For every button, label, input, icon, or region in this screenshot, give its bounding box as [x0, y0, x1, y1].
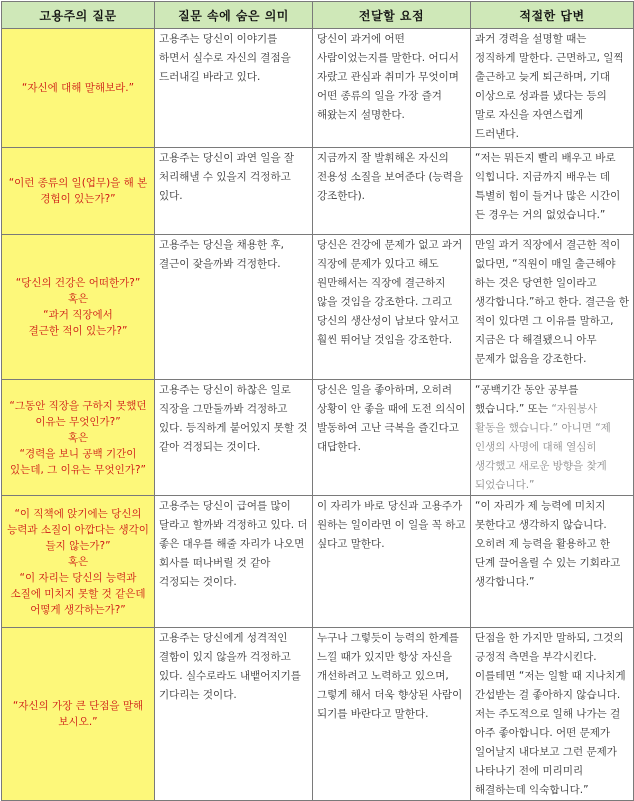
question-line: “그동안 직장을 구하지 못했던 이유는 무엇인가?”: [9, 399, 147, 428]
suitable-answer-cell: [471, 148, 634, 235]
question-line: “이 직책에 앉기에는 당신의 능력과 소질이 아깝다는 생각이 들지 않는가?”: [7, 507, 149, 552]
hidden-meaning-cell: 고용주는 당신을 채용한 후, 결근이 잦을까봐 걱정한다.: [155, 235, 313, 380]
table-row: [2, 235, 634, 380]
table-body: [2, 29, 634, 801]
header-point: 전달할 요점: [313, 2, 471, 29]
employer-question-cell: [2, 235, 155, 380]
question-line: 혹은: [67, 293, 89, 305]
question-line: 결근한 적이 있는가?”: [28, 325, 128, 337]
question-line: 혹은: [67, 431, 89, 444]
answer-text: “저는 뭐든지 빨리 배우고 바로 익힙니다. 지금까지 배우는 데 특별히 힘이 들거나 많은 시간이 든 경우는 거의 없었습니다.”: [475, 152, 621, 221]
answer-text: “공백기간 동안 공부를 했습니다.” 또는: [475, 384, 579, 415]
key-point-cell: 당신은 건강에 문제가 없고 과거 직장에 문제가 있다고 해도 원만해서는 직장에 결근하지 않을 것임을 강조한다. 그리고 당신의 생산성이 남보다 앞서고 훨씬 뛰어날 것임을 강조한다.: [313, 235, 471, 380]
table-row: [2, 628, 634, 801]
question-line: “자신의 가장 큰 단점을 말해 보시오.”: [12, 700, 144, 728]
suitable-answer-cell: [471, 235, 634, 380]
answer-text: “자원봉사 활동을 했습니다.” 아니면 “제 인생의 사명에 대해 열심히 생각했고 새로운 방향을 찾게 되었습니다.”: [475, 403, 611, 491]
employer-question-cell: [2, 148, 155, 235]
header-answer: 적절한 답변: [471, 2, 634, 29]
table-row: [2, 380, 634, 496]
table-row: [2, 496, 634, 628]
question-line: “당신의 건강은 어떠한가?”: [15, 277, 141, 289]
question-line: “이 자리는 당신의 능력과 소질에 미치지 못할 것 같은데 어떻게 생각하는가?”: [10, 571, 146, 616]
header-question: 고용주의 질문: [2, 2, 155, 29]
hidden-meaning-cell: 고용주는 당신이 하찮은 일로 직장을 그만둘까봐 걱정하고 있다. 등직하게 붙어있지 못할 것 같아 걱정되는 것이다.: [155, 380, 313, 496]
question-line: “경력을 보니 공백 기간이 있는데, 그 이유는 무엇인가?”: [10, 447, 146, 476]
question-line: “과거 직장에서: [43, 309, 113, 321]
key-point-cell: 당신이 과거에 어떤 사람이었는지를 말한다. 어디서 자랐고 관심과 취미가 무엇이며 어떤 종류의 일을 가장 즐겨 해왔는지 설명한다.: [313, 29, 471, 148]
suitable-answer-cell: [471, 380, 634, 496]
hidden-meaning-cell: 고용주는 당신이 과연 일을 잘 처리해낼 수 있을지 걱정하고 있다.: [155, 148, 313, 235]
table-row: [2, 148, 634, 235]
answer-text: 과거 경력을 설명할 때는 정직하게 말한다. 근면하고, 일찍 출근하고 늦게 퇴근하며, 기대 이상으로 성과를 냈다는 등의 말로 자신을 자연스럽게 드러낸다.: [475, 33, 624, 140]
key-point-cell: 당신은 일을 좋아하며, 오히려 상황이 안 좋을 때에 도전 의식이 발동하여 고난 극복을 즐긴다고 대답한다.: [313, 380, 471, 496]
suitable-answer-cell: [471, 628, 634, 801]
employer-question-cell: [2, 380, 155, 496]
key-point-cell: 누구나 그렇듯이 능력의 한계를 느낄 때가 있지만 항상 자신을 개선하려고 노력하고 있으며, 그렇게 해서 더욱 향상된 사람이 되기를 바란다고 말한다.: [313, 628, 471, 801]
employer-question-cell: [2, 628, 155, 801]
interview-qa-table: [1, 1, 634, 801]
hidden-meaning-cell: 고용주는 당신이 급여를 많이 달라고 할까봐 걱정하고 있다. 더 좋은 대우를 해줄 자리가 나오면 회사를 떠나버릴 것 같아 걱정되는 것이다.: [155, 496, 313, 628]
header-meaning: 질문 속에 숨은 의미: [155, 2, 313, 29]
table-row: [2, 29, 634, 148]
suitable-answer-cell: [471, 496, 634, 628]
employer-question-cell: [2, 29, 155, 148]
hidden-meaning-cell: 고용주는 당신에게 성격적인 결함이 있지 않을까 걱정하고 있다. 실수로라도 내뱉어지기를 기다리는 것이다.: [155, 628, 313, 801]
question-line: “자신에 대해 말해보라.”: [21, 82, 135, 94]
key-point-cell: 이 자리가 바로 당신과 고용주가 원하는 일이라면 이 일을 꼭 하고 싶다고 말한다.: [313, 496, 471, 628]
answer-text: “이 자리가 제 능력에 미치지 못한다고 생각하지 않습니다. 오히려 제 능력을 활용하고 한 단계 끌어올릴 수 있는 기회라고 생각합니다.”: [475, 500, 621, 588]
key-point-cell: 지금까지 잘 발휘해온 자신의 전용성 소질을 보여준다 (능력을 강조한다).: [313, 148, 471, 235]
employer-question-cell: [2, 496, 155, 628]
header-row: [2, 2, 634, 29]
hidden-meaning-cell: 고용주는 당신이 이야기를 하면서 실수로 자신의 결점을 드러내길 바라고 있다.: [155, 29, 313, 148]
question-line: “이런 종류의 일(업무)을 해 본 경험이 있는가?”: [8, 177, 148, 205]
suitable-answer-cell: [471, 29, 634, 148]
answer-text: 단점을 한 가지만 말하되, 그것의 긍정적 측면을 부각시킨다. 이를테면 “저는 일할 때 지나치게 간섭받는 걸 좋아하지 않습니다. 저는 주도적으로 일해 나가는 걸 아주 좋아합니다. 어떤 문제가 일어날지 내다보고 그런 문제가 나타나기 전에 미리미리 해결하는데 익숙합니다.”: [475, 632, 626, 796]
answer-text: 만일 과거 직장에서 결근한 적이 없다면, “직원이 매일 출근해야 하는 것은 당연한 일이라고 생각합니다.”하고 한다. 결근을 한 적이 있다면 그 이유를 말하고, 지금은 다 해결됐으니 아무 문제가 없음을 강조한다.: [475, 239, 629, 365]
question-line: 혹은: [67, 555, 89, 568]
